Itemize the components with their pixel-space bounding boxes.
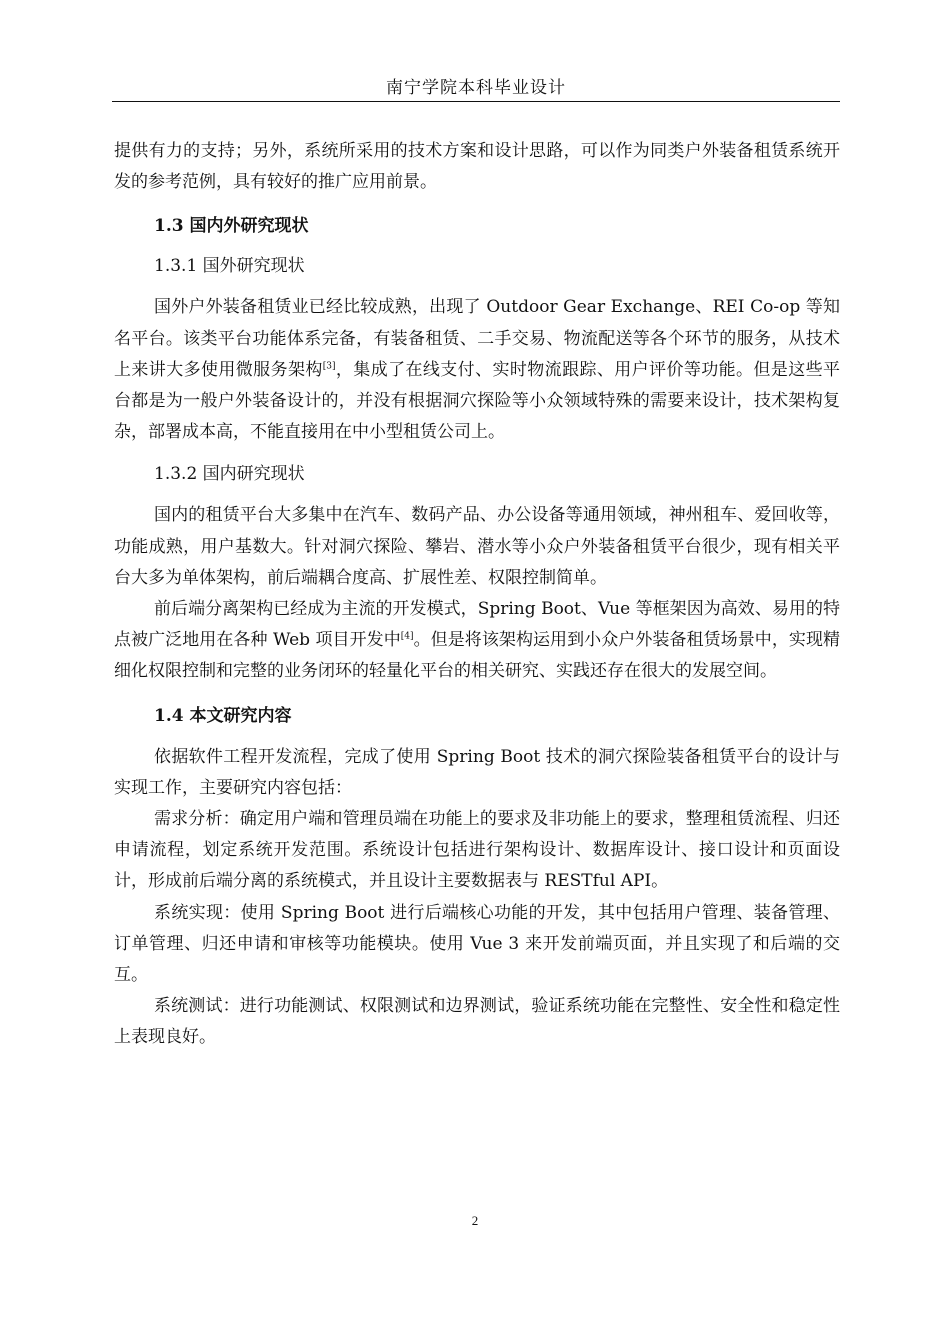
paragraph-architecture: [114, 594, 840, 688]
paragraph-requirements: 需求分析：确定用户端和管理员端在功能上的要求及非功能上的要求，整理租赁流程、归还申请流程，划定系统开发范围。系统设计包括进行架构设计、数据库设计、接口设计和页面设计，形成前后端分离的系统模式，并且设计主要数据表与 RESTful API。: [114, 809, 840, 892]
subsection-heading-1-3-1: 1.3.1 国外研究现状: [154, 256, 305, 277]
paragraph-research-intro: 依据软件工程开发流程，完成了使用 Spring Boot 技术的洞穴探险装备租赁平台的设计与实现工作，主要研究内容包括：: [114, 746, 840, 798]
paragraph-domestic-research: 国内的租赁平台大多集中在汽车、数码产品、办公设备等通用领域，神州租车、爱回收等，功能成熟，用户基数大。针对洞穴探险、攀岩、潜水等小众户外装备租赁平台很少，现有相关平台大多为单体架构，前后端耦合度高、扩展性差、权限控制简单。: [114, 505, 840, 588]
citation-ref-4: [4]: [400, 631, 414, 642]
subsection-heading-1-3-2: 1.3.2 国内研究现状: [154, 464, 305, 485]
paragraph-text: 前后端分离架构已经成为主流的开发模式，Spring Boot、Vue 等框架因为高效、易用的特点被广泛地用在各种 Web 项目开发中: [114, 599, 840, 651]
section-heading-1-4: 1.4 本文研究内容: [154, 705, 292, 726]
paragraph-testing: 系统测试：进行功能测试、权限测试和边界测试，验证系统功能在完整性、安全性和稳定性上表现良好。: [114, 996, 840, 1048]
paragraph-implementation: 系统实现：使用 Spring Boot 进行后端核心功能的开发，其中包括用户管理、装备管理、订单管理、归还申请和审核等功能模块。使用 Vue 3 来开发前端页面，并且实现了和后端的交互。: [114, 902, 840, 986]
paragraph-foreign-research: [114, 292, 840, 448]
paragraph-continuation: 提供有力的支持；另外，系统所采用的技术方案和设计思路，可以作为同类户外装备租赁系统开发的参考范例，具有较好的推广应用前景。: [114, 141, 840, 193]
paragraph-text: 国外户外装备租赁业已经比较成熟，出现了 Outdoor Gear Exchange、REI Co-op 等知名平台。该类平台功能体系完备，有装备租赁、二手交易、物流配送等各个环节的服务，从技术上来讲大多使用微服务架构: [114, 297, 840, 380]
header-divider: [112, 101, 840, 102]
page-number: 2: [471, 1213, 479, 1228]
page-header-title: 南宁学院本科毕业设计: [386, 78, 566, 98]
document-body: [114, 136, 840, 1054]
paragraph-text: ，集成了在线支付、实时物流跟踪、用户评价等功能。但是这些平台都是为一般户外装备设计的，并没有根据洞穴探险等小众领域特殊的需要来设计，技术架构复杂，部署成本高，不能直接用在中小型租赁公司上。: [114, 359, 841, 443]
paragraph-text: 。但是将该架构运用到小众户外装备租赁场景中，实现精细化权限控制和完整的业务闭环的轻量化平台的相关研究、实践还存在很大的发展空间。: [114, 630, 840, 682]
citation-ref-3: [3]: [322, 361, 336, 372]
section-heading-1-3: 1.3 国内外研究现状: [154, 216, 309, 237]
